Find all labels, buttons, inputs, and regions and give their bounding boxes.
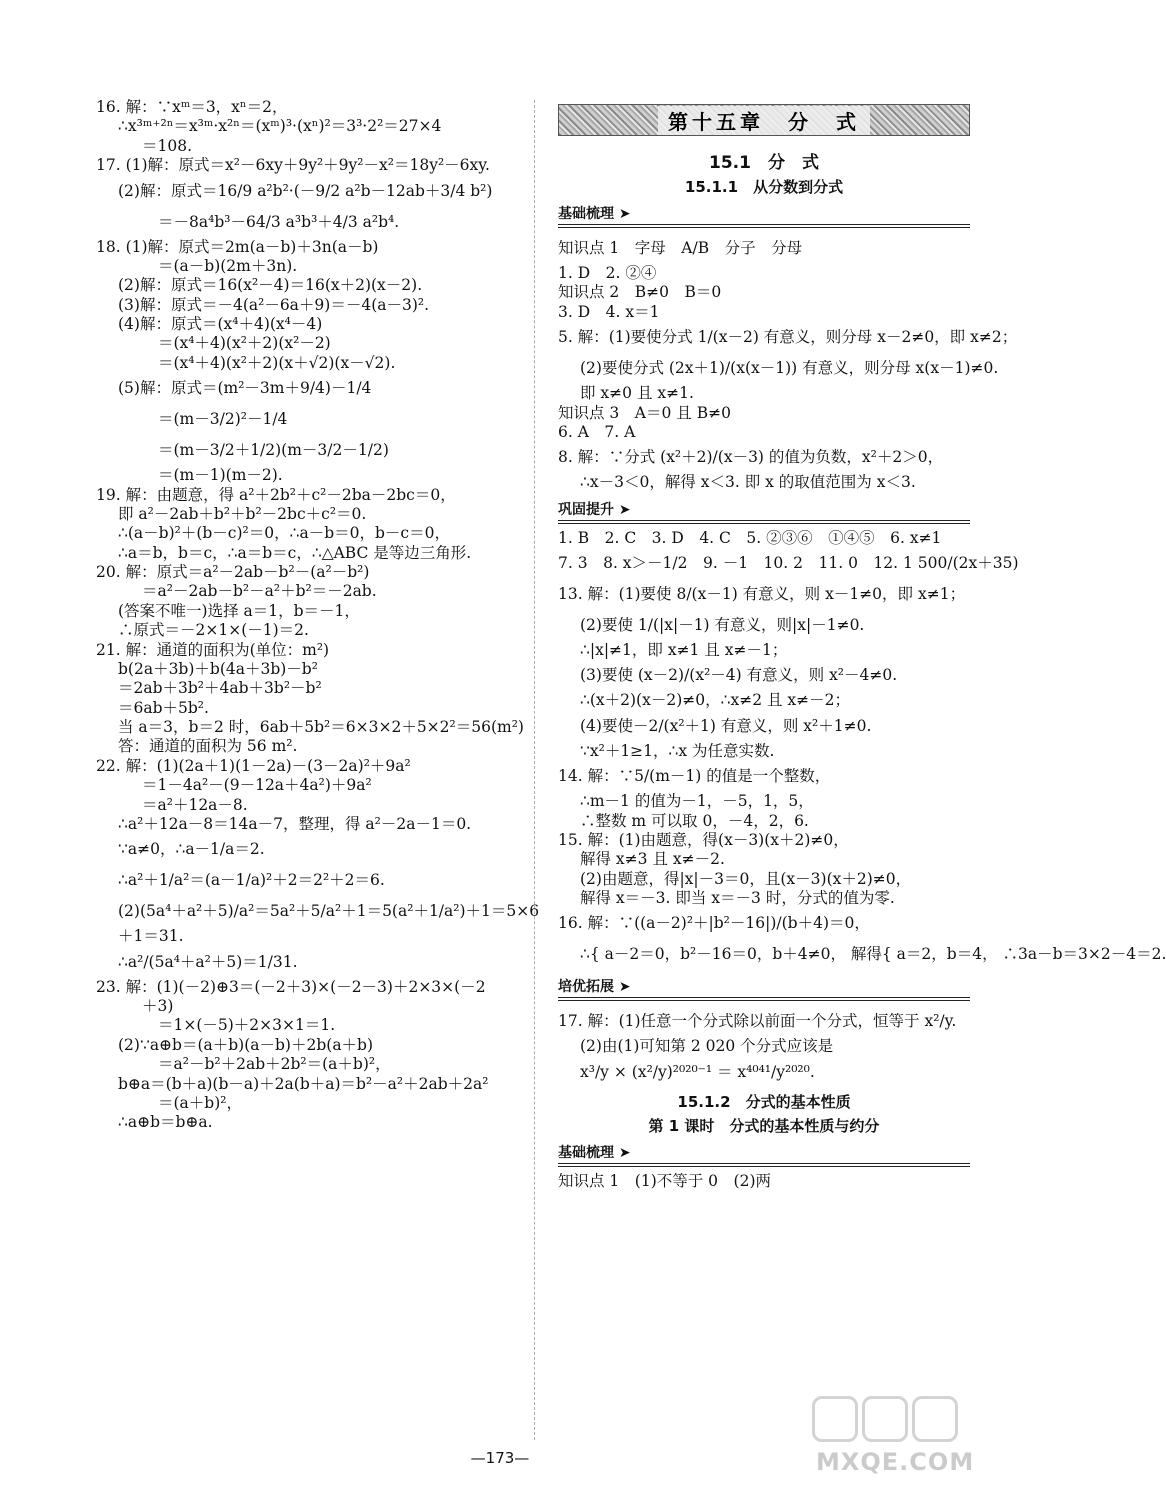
page-number: —173— — [470, 1449, 530, 1467]
answer-line: ＝(a＋b)²， — [158, 1093, 242, 1112]
answer-line: 17. (1)解：原式＝x²－6xy＋9y²＋9y²－x²＝18y²－6xy. — [96, 156, 490, 175]
header-extend: 培优拓展 ➤ — [558, 976, 970, 998]
answer-line: 18. (1)解：原式＝2m(a－b)＋3n(a－b) — [96, 237, 379, 256]
answer-line: 21. 解：通道的面积为(单位：m²) — [96, 640, 330, 659]
answer-line: 5. 解：(1)要使分式 1/(x－2) 有意义，则分母 x－2≠0，即 x≠2； — [558, 328, 1018, 347]
answer-line: ＝108. — [142, 136, 193, 155]
answer-line: ＝a²－2ab－b²－a²＋b²＝－2ab. — [142, 582, 377, 601]
answer-line: ＝1×(－5)＋2×3×1＝1. — [158, 1016, 336, 1035]
header-improve: 巩固提升 ➤ — [558, 499, 970, 521]
answer-line: 20. 解：原式＝a²－2ab－b²－(a²－b²) — [96, 563, 370, 581]
header-basic: 基础梳理 ➤ — [558, 203, 970, 225]
answer-line: 解得 x＝－3. 即当 x＝－3 时，分式的值为零. — [580, 889, 895, 907]
answer-line: ∴原式＝－2×1×(－1)＝2. — [118, 621, 309, 640]
answer-line: ∴a²＋12a－8＝14a－7，整理，得 a²－2a－1＝0. — [118, 814, 472, 833]
answer-line: ∴a＝b，b＝c，∴a＝b＝c，∴△ABC 是等边三角形. — [118, 543, 472, 562]
answer-line: 23. 解：(1)(－2)⊕3＝(－2＋3)×(－2－3)＋2×3×(－2 — [96, 977, 486, 996]
answer-line: 答：通道的面积为 56 m². — [118, 737, 298, 756]
answer-line: ＋1＝31. — [118, 927, 184, 946]
column-divider — [534, 100, 535, 1440]
answer-line: 知识点 1 字母 A/B 分子 分母 — [558, 239, 803, 257]
answer-line: (2)由(1)可知第 2 020 个分式应该是 — [580, 1037, 834, 1056]
answers-basic-2 — [558, 1172, 970, 1191]
answer-line: 14. 解：∵5/(m－1) 的值是一个整数， — [558, 767, 831, 786]
answer-line: (2)(5a⁴＋a²＋5)/a²＝5a²＋5/a²＋1＝5(a²＋1/a²)＋1＝5×6 — [118, 902, 540, 921]
answer-line: (3)要使 (x－2)/(x²－4) 有意义，则 x²－4≠0. — [580, 666, 898, 685]
subsection2-title: 15.1.2 分式的基本性质 — [677, 1092, 851, 1111]
answer-line: 22. 解：(1)(2a＋1)(1－2a)－(3－2a)²＋9a² — [96, 756, 411, 775]
answer-line: ＝6ab＋5b². — [118, 698, 209, 717]
answer-line: 知识点 2 B≠0 B＝0 — [558, 283, 722, 302]
answer-line: 6. A 7. A — [558, 422, 636, 441]
answer-line: ∴(x＋2)(x－2)≠0，∴x≠2 且 x≠－2； — [580, 691, 851, 710]
answer-line: (4)要使－2/(x²＋1) 有意义，则 x²＋1≠0. — [580, 716, 872, 735]
answer-line: ＝2ab＋3b²＋4ab＋3b²－b² — [118, 679, 322, 698]
answer-line: ∴x－3＜0，解得 x＜3. 即 x 的取值范围为 x＜3. — [580, 473, 916, 492]
answer-line: (2)解：原式＝16(x²－4)＝16(x＋2)(x－2). — [118, 276, 423, 295]
answer-line: 3. D 4. x＝1 — [558, 302, 660, 321]
answer-line: ＋3) — [142, 997, 174, 1015]
answer-line: ＝(x⁴＋4)(x²＋2)(x²－2) — [158, 334, 331, 353]
answer-line: ＝－8a⁴b³－64/3 a³b³＋4/3 a²b⁴. — [158, 212, 400, 231]
answer-line: (2)解：原式＝16/9 a²b²·(－9/2 a²b－12ab＋3/4 b²) — [118, 181, 493, 200]
answer-line: ＝a²－b²＋2ab＋2b²＝(a＋b)²， — [158, 1055, 391, 1074]
answer-line: 即 x≠0 且 x≠1. — [580, 384, 694, 403]
answer-line: 知识点 1 (1)不等于 0 (2)两 — [558, 1171, 771, 1190]
answer-line: 15. 解：(1)由题意，得(x－3)(x＋2)≠0， — [558, 830, 849, 849]
answer-line: (2)由题意，得|x|－3＝0，且(x－3)(x＋2)≠0， — [580, 869, 912, 888]
answer-line: 知识点 3 A＝0 且 B≠0 — [558, 403, 731, 422]
answer-line: ＝(m－3/2＋1/2)(m－3/2－1/2) — [158, 441, 389, 460]
answer-line: 19. 解：由题意，得 a²＋2b²＋c²－2ba－2bc＝0， — [96, 485, 456, 504]
answer-line: 17. 解：(1)任意一个分式除以前面一个分式，恒等于 x²/y. — [558, 1012, 957, 1031]
answer-line: ＝a²＋12a－8. — [142, 795, 248, 814]
header-basic-2: 基础梳理 ➤ — [558, 1142, 970, 1164]
answer-line: ＝(m－3/2)²－1/4 — [158, 410, 288, 429]
answer-line: (5)解：原式＝(m²－3m＋9/4)－1/4 — [118, 379, 372, 398]
answer-line: 16. 解：∵((a－2)²＋|b²－16|)/(b＋4)＝0， — [558, 914, 870, 933]
answer-line: 16. 解：∵xᵐ＝3，xⁿ＝2， — [96, 98, 288, 116]
answer-line: ＝1－4a²－(9－12a＋4a²)＋9a² — [142, 776, 372, 795]
answer-line: ∴a²/(5a⁴＋a²＋5)＝1/31. — [118, 952, 298, 971]
answer-line: ∵x²＋1≥1，∴x 为任意实数. — [580, 741, 775, 760]
answer-line: x³/y × (x²/y)²⁰²⁰⁻¹ ＝ x⁴⁰⁴¹/y²⁰²⁰. — [580, 1062, 815, 1081]
section-title: 15.1 分 式 — [709, 153, 819, 173]
subsection-title: 15.1.1 从分数到分式 — [684, 178, 844, 196]
answer-line: 即 a²－2ab＋b²＋b²－2bc＋c²＝0. — [118, 504, 367, 523]
answer-line: (答案不唯一)选择 a＝1，b＝－1， — [118, 601, 360, 620]
answer-line: 1. D 2. ②④ — [558, 264, 657, 282]
answer-line: b(2a＋3b)＋b(4a＋3b)－b² — [118, 659, 318, 678]
right-column — [558, 98, 1166, 1191]
answer-line: b⊕a＝(b＋a)(b－a)＋2a(b＋a)＝b²－a²＋2ab＋2a² — [118, 1074, 489, 1093]
answer-line: ∴整数 m 可以取 0，－4，2，6. — [580, 811, 809, 830]
answers-extend — [558, 1006, 970, 1087]
answer-line: ∴a⊕b＝b⊕a. — [118, 1113, 213, 1132]
answer-line: (2)要使分式 (2x＋1)/(x(x－1)) 有意义，则分母 x(x－1)≠0. — [580, 359, 999, 378]
watermark-logo — [806, 1396, 976, 1482]
answers-improve — [558, 528, 1166, 971]
answer-line: ＝(m－1)(m－2). — [158, 466, 283, 485]
answer-line: 13. 解：(1)要使 8/(x－1) 有意义，则 x－1≠0，即 x≠1； — [558, 585, 966, 603]
answer-line: ∴(a－b)²＋(b－c)²＝0，∴a－b＝0，b－c＝0， — [118, 524, 450, 543]
answer-line: (2)∵a⊕b＝(a＋b)(a－b)＋2b(a＋b) — [118, 1035, 374, 1054]
answer-line: ∴m－1 的值为－1，－5，1，5， — [580, 792, 814, 811]
answer-line: (2)要使 1/(|x|－1) 有意义，则|x|－1≠0. — [580, 616, 865, 634]
answer-line: 解得 x≠3 且 x≠－2. — [580, 850, 725, 869]
watermark-text: MXQE.COM — [816, 1448, 975, 1476]
chapter-banner — [558, 104, 970, 136]
left-column — [96, 98, 540, 1133]
answer-line: (4)解：原式＝(x⁴＋4)(x⁴－4) — [118, 315, 323, 333]
answer-line: 1. B 2. C 3. D 4. C 5. ②③⑥ ①④⑤ 6. x≠1 — [558, 528, 942, 547]
answer-line: ∴x³ᵐ⁺²ⁿ＝x³ᵐ·x²ⁿ＝(xᵐ)³·(xⁿ)²＝3³·2²＝27×4 — [118, 117, 442, 136]
chapter-title: 第十五章 分 式 — [658, 106, 870, 135]
answer-line: ∴a²＋1/a²＝(a－1/a)²＋2＝2²＋2＝6. — [118, 871, 385, 890]
answer-line: (3)解：原式＝－4(a²－6a＋9)＝－4(a－3)². — [118, 295, 430, 314]
lesson-title: 第 1 课时 分式的基本性质与约分 — [648, 1116, 880, 1135]
answer-line: ∴|x|≠1，即 x≠1 且 x≠－1； — [580, 641, 788, 659]
answer-line: ＝(x⁴＋4)(x²＋2)(x＋√2)(x－√2). — [158, 353, 396, 372]
answer-line: ＝(a－b)(2m＋3n). — [158, 256, 298, 275]
answer-line: ∵a≠0，∴a－1/a＝2. — [118, 840, 265, 859]
answers-basic — [558, 233, 1018, 493]
answer-line: ∴{ a－2＝0，b²－16＝0，b＋4≠0， 解得{ a＝2，b＝4， ∴3a－b＝3×2－4＝2. — [580, 945, 1166, 964]
answer-line: 8. 解：∵分式 (x²＋2)/(x－3) 的值为负数，x²＋2＞0， — [558, 448, 944, 467]
answer-line: 当 a＝3，b＝2 时，6ab＋5b²＝6×3×2＋5×2²＝56(m²) — [118, 718, 524, 736]
answer-line: 7. 3 8. x＞－1/2 9. －1 10. 2 11. 0 12. 1 500/(2x＋35) — [558, 554, 1019, 572]
